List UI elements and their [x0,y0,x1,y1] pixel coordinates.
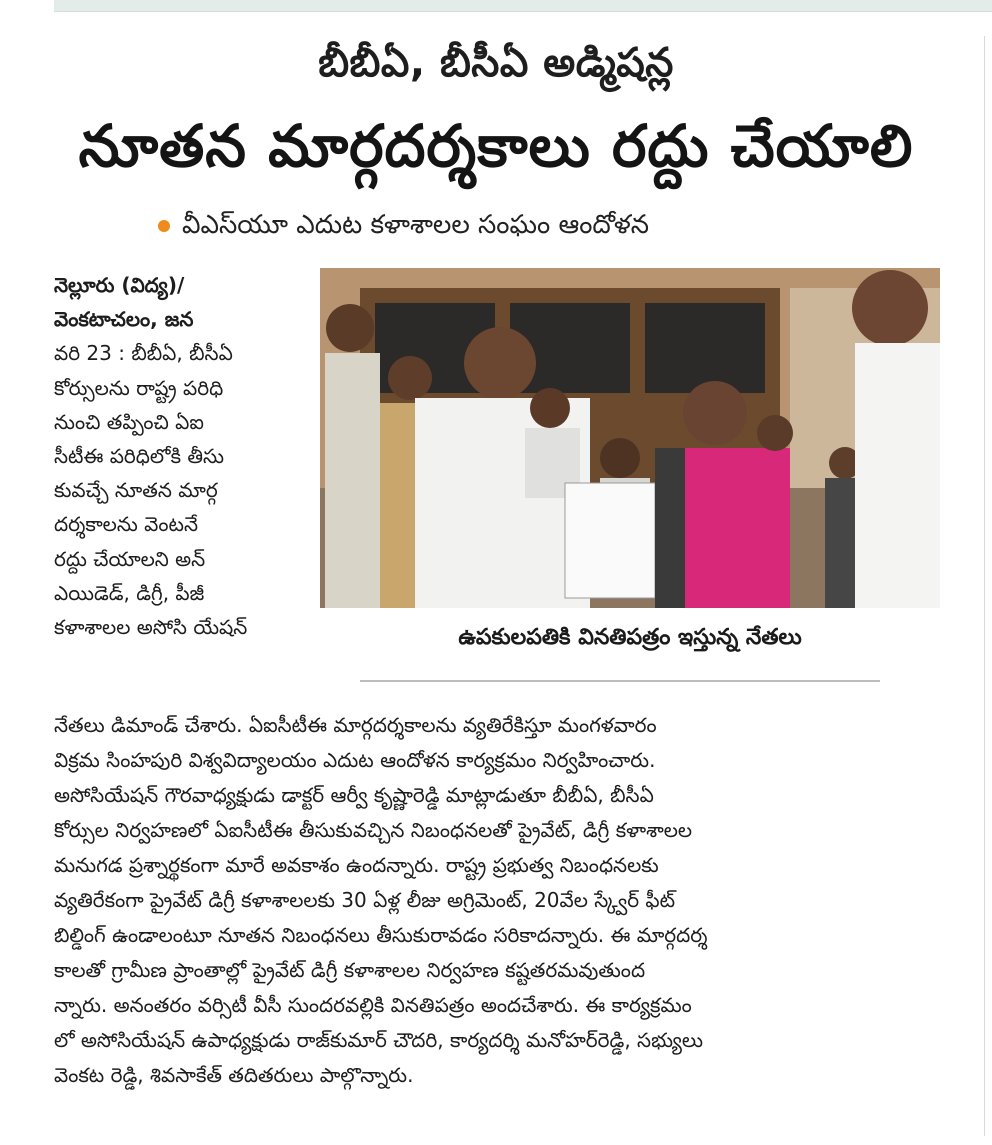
text-line: కాలతో గ్రామీణ ప్రాంతాల్లో ప్రైవేట్ డిగ్రీ కళాశాలల నిర్వహణ కష్టతరమవుతుంద [54,958,646,982]
text-line: మనుగడ ప్రశ్నార్థకంగా మారే అవకాశం ఉందన్నారు. రాష్ట్ర ప్రభుత్వ నిబంధనలకు [54,853,659,877]
photo-caption: ఉపకులపతికి వినతిపత్రం ఇస్తున్న నేతలు [458,625,802,650]
subheading-text: వీఎస్‌యూ ఎదుట కళాశాలల సంఘం ఆందోళన [182,210,650,240]
text-line: బిల్డింగ్ ఉండాలంటూ నూతన నిబంధనలు తీసుకురావడం సరికాదన్నారు. ఈ మార్గదర్శ [54,923,708,947]
text-line: వెంకట రెడ్డి, శివసాకేత్ తదితరులు పాల్గొన్నారు. [54,1063,414,1087]
news-photo [320,268,940,608]
text-line: కోర్సులను రాష్ట్ర పరిధి [54,375,224,400]
article-headline: నూతన మార్గదర్శకాలు రద్దు చేయాలి [78,112,914,180]
article-kicker: బీబీఏ, బీసీఏ అడ్మిషన్ల [318,40,674,86]
article-body [54,708,944,1093]
photo-illustration [320,268,940,608]
text-line: నుంచి తప్పించి ఏఐ [54,409,204,434]
text-line: విక్రమ సింహపురి విశ్వవిద్యాలయం ఎదుట ఆందోళన కార్యక్రమం నిర్వహించారు. [54,748,656,772]
text-line: దర్శకాలను వెంటనే [54,512,198,537]
text-line: వ్యతిరేకంగా ప్రైవేట్ డిగ్రీ కళాశాలలకు 30 ఏళ్ల లీజు అగ్రిమెంట్, 20వేల స్క్వేర్ ఫీట్ [54,888,676,912]
article-subheading [158,210,958,246]
text-line: అసోసియేషన్ గౌరవాధ్యక్షుడు డాక్టర్ ఆర్వీ కృష్ణారెడ్డి మాట్లాడుతూ బీబీఏ, బీసీఏ [54,783,654,807]
text-line: వెంకటాచలం, జన [54,307,194,332]
column-divider [984,36,985,1136]
text-line: కళాశాలల అసోసి యేషన్ [54,614,248,639]
text-line: న్నారు. అనంతరం వర్సిటీ వీసీ సుందరవల్లికి వినతిపత్రం అందచేశారు. ఈ కార్యక్రమం [54,993,692,1017]
text-line: సీటీఈ పరిధిలోకి తీసు [54,443,224,468]
text-line: రద్దు చేయాలని అన్ [54,546,206,571]
text-line: ఎయిడెడ్, డిగ్రీ, పీజీ [54,580,205,605]
top-border-strip [54,0,992,12]
text-line: కోర్సుల నిర్వహణలో ఏఐసీటీఈ తీసుకువచ్చిన నిబంధనలతో ప్రైవేట్, డిగ్రీ కళాశాలల [54,818,693,842]
caption-divider [360,680,880,682]
text-line: వరి 23 : బీబీఏ, బీసీఏ [54,341,233,366]
left-column-text [54,268,314,644]
text-line: లో అసోసియేషన్ ఉపాధ్యక్షుడు రాజ్‌కుమార్ చౌదరి, కార్యదర్శి మనోహర్‌రెడ్డి, సభ్యులు [54,1028,704,1052]
text-line: నేతలు డిమాండ్ చేశారు. ఏఐసీటీఈ మార్గదర్శకాలను వ్యతిరేకిస్తూ మంగళవారం [54,713,657,737]
bullet-icon [158,220,170,232]
text-line: నెల్లూరు (విద్య)/ [54,273,185,297]
text-line: కువచ్చే నూతన మార్గ [54,478,218,503]
